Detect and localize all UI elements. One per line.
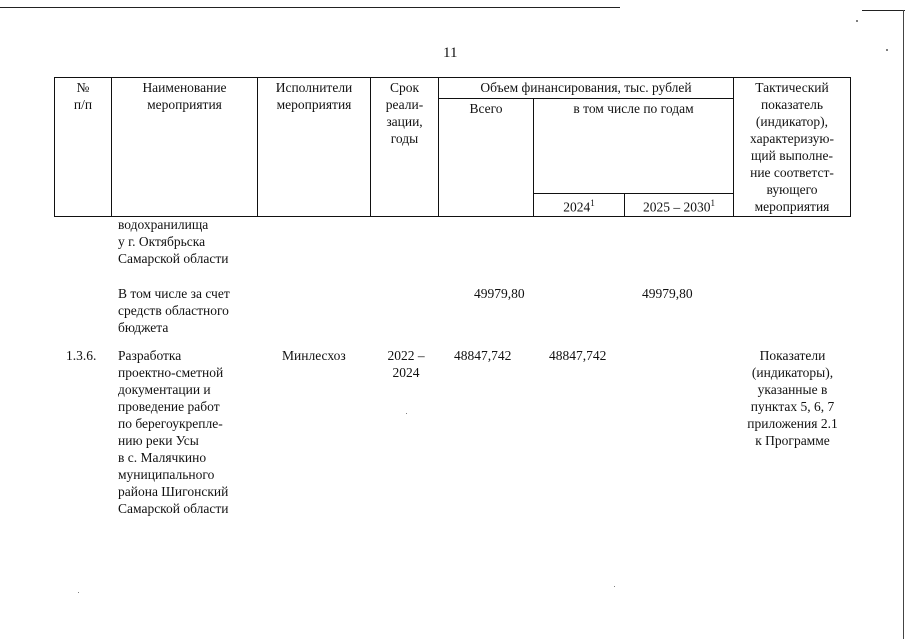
header-by-years: в том числе по годам [534,99,734,194]
regional-budget-name: В том числе за счет средств областного бюджета [118,286,230,335]
scan-speck [406,413,407,414]
item-indicator: Показатели (индикаторы), указанные в пунктах 5, 6, 7 приложения 2.1 к Программе [747,348,838,448]
header-year-2025-2030: 2025 – 2030$^1$ [625,193,734,217]
regional-budget-2025-2030: 49979,80 [642,286,693,301]
header-executors: Исполнители мероприятия [258,78,371,217]
header-name: Наименование мероприятия [112,78,258,217]
item-number: 1.3.6. [66,348,97,363]
header-year-2024: 2024$^1$ [534,193,625,217]
scan-speck [856,20,858,22]
header-number: № п/п [55,78,112,217]
scan-edge-vertical [903,10,904,639]
regional-budget-total: 49979,80 [474,286,525,301]
item-executor: Минлесхоз [282,348,346,363]
scan-line-left [0,7,620,8]
item-name: Разработка проектно-сметной документации и проведение работ по берегоукрепле- нию реки Усы в с. Малячкино муниципального района Шигонский Самарской области [118,348,229,516]
scan-line-right [862,10,905,11]
continuation-name: водохранилища у г. Октябрьска Самарской области [118,217,229,266]
table-header [54,77,851,217]
header-funding: Объем финансирования, тыс. рублей [439,78,734,99]
item-2024: 48847,742 [549,348,607,363]
scan-speck [886,49,888,51]
scan-speck [78,592,79,593]
page-number: 11 [443,45,458,61]
item-total: 48847,742 [454,348,512,363]
header-total: Всего [439,99,534,217]
scan-speck [614,586,615,587]
item-term: 2022 – 2024 [387,348,425,380]
header-indicator: Тактический показатель (индикатор), характеризую- щий выполне- ние соответст- вующего мероприятия [734,78,851,217]
header-term: Срок реали- зации, годы [371,78,439,217]
